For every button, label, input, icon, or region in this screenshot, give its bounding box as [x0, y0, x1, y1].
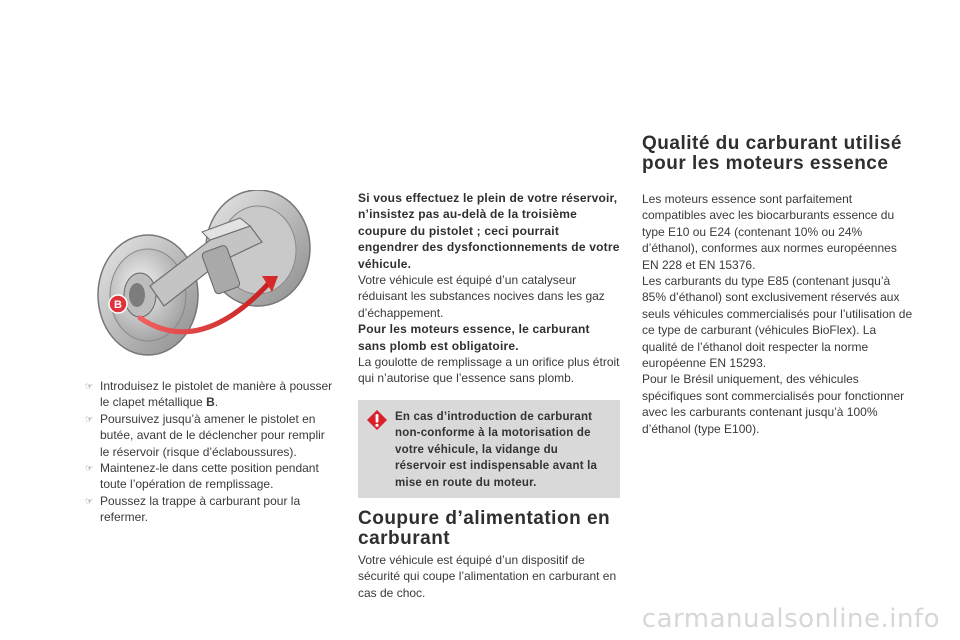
list-item: ☞ Maintenez-le dans cette position pendant toute l’opération de remplissage.: [85, 461, 319, 492]
bullet-icon: ☞: [85, 381, 94, 391]
fuel-nozzle-illustration: [90, 190, 325, 365]
instruction-list: [85, 378, 335, 526]
qualite-paragraph-1: Les moteurs essence sont parfaitement compatibles avec les biocarburants essence du type E10 ou E24 (contenant 10% ou 24% d’éthanol), conformes aux normes européennes EN 228 et EN 15376.: [642, 192, 897, 272]
filler-neck-text: La goulotte de remplissage a un orifice plus étroit qui n’autorise que l’essence sans plomb.: [358, 355, 620, 386]
bullet-icon: ☞: [85, 495, 94, 506]
coupure-text: Votre véhicule est équipé d’un dispositif de sécurité qui coupe l’alimentation en carburant en cas de choc.: [358, 553, 617, 600]
qualite-paragraph-2: Les carburants du type E85 (contenant jusqu’à 85% d’éthanol) sont exclusivement réservés aux seuls véhicules commercialisés pour l’utilisation de ce type de carburant (véhicules BioFlex). La qualité de l’éthanol doit respecter la norme européenne EN 15293.: [642, 274, 913, 371]
list-item: ☞ Poursuivez jusqu’à amener le pistolet en butée, avant de le déclencher pour remplir le réservoir (risque d’éclaboussures).: [85, 411, 325, 459]
qualite-paragraph-3: Pour le Brésil uniquement, des véhicules spécifiques sont commercialisés pour fonctionner avec les carburants contenant jusqu’à 100% d’éthanol (type E100).: [642, 372, 905, 436]
qualite-text: [642, 191, 914, 437]
fill-warning-bold: Si vous effectuez le plein de votre réservoir, n’insistez pas au-delà de la troisième coupure du pistolet ; ceci pourrait engendrer des dysfonctionnements de votre véhicule.: [358, 191, 620, 271]
warning-text: En cas d’introduction de carburant non-conforme à la motorisation de votre véhicule, la vidange du réservoir est indispensable avant la mise en route du moteur.: [395, 411, 598, 489]
section-title-qualite: Qualité du carburant utilisé pour les moteurs essence: [642, 133, 902, 174]
catalyst-text: Votre véhicule est équipé d’un catalyseur réduisant les substances nocives dans les gaz d’échappement.: [358, 273, 605, 320]
section-title-coupure: Coupure d’alimentation en carburant: [358, 508, 611, 549]
fill-notice: [358, 190, 620, 387]
bullet-icon: ☞: [85, 463, 94, 474]
warning-box: [358, 400, 620, 498]
watermark: carmanualsonline.info: [641, 604, 940, 634]
bullet-icon: ☞: [85, 413, 94, 424]
exclamation-warning-icon: [366, 409, 388, 431]
callout-letter: B: [114, 299, 122, 311]
list-item: ☞ Poussez la trappe à carburant pour la refermer.: [85, 493, 301, 525]
list-item: ☞ Introduisez le pistolet de manière à pousser le clapet métallique B.: [85, 379, 333, 410]
unleaded-required: Pour les moteurs essence, le carburant sans plomb est obligatoire.: [358, 322, 590, 353]
